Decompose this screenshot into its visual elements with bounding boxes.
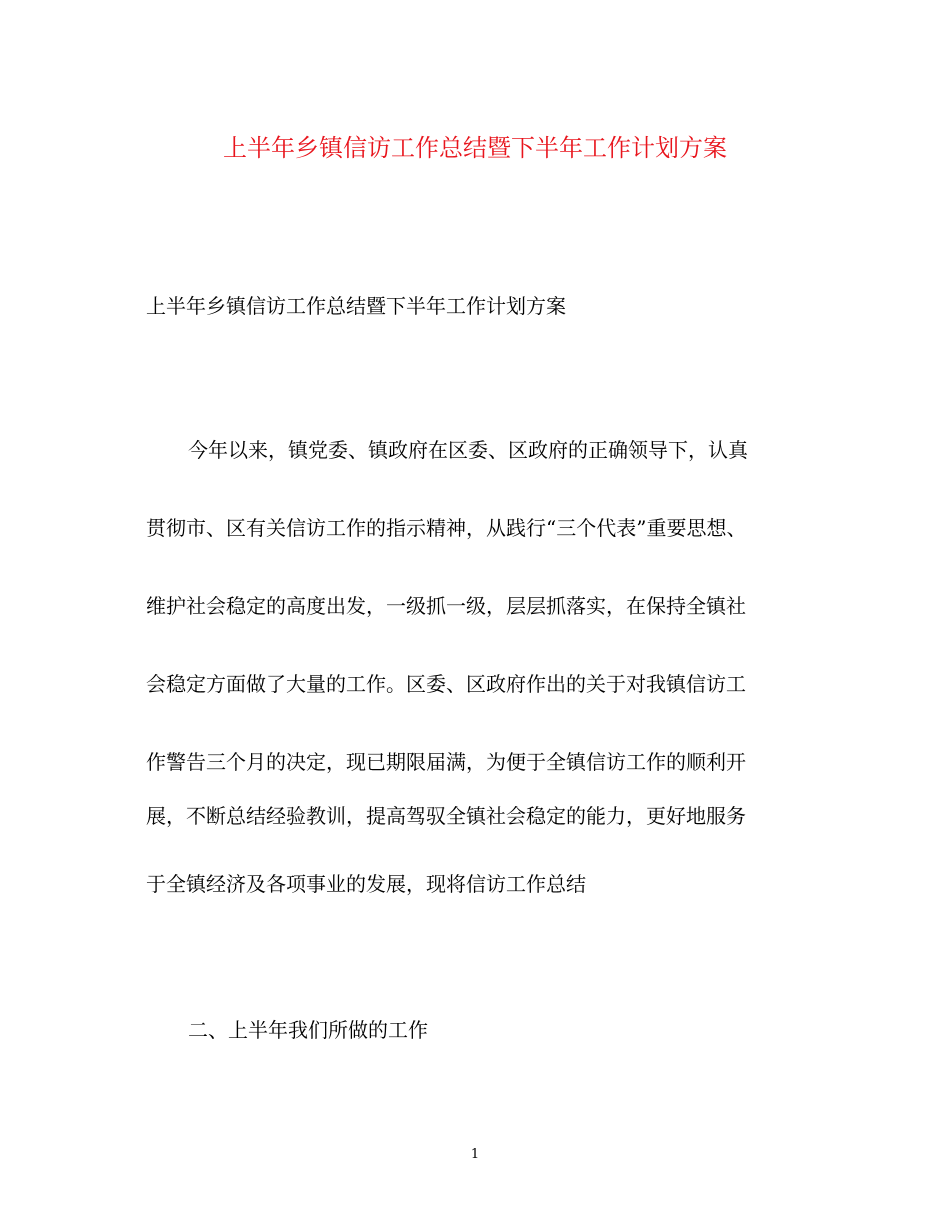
paragraph-line: 贯彻市、区有关信访工作的指示精神，从践行“三个代表”重要思想、 (146, 516, 747, 540)
paragraph-line: 展，不断总结经验教训，提高驾驭全镇社会稳定的能力，更好地服务 (146, 804, 746, 828)
paragraph-line: 维护社会稳定的高度出发，一级抓一级，层层抓落实，在保持全镇社 (146, 594, 746, 618)
paragraph-line: 作警告三个月的决定，现已期限届满，为便于全镇信访工作的顺利开 (146, 750, 746, 774)
section-heading: 二、上半年我们所做的工作 (188, 1018, 428, 1042)
page-number: 1 (470, 1147, 480, 1162)
document-title: 上半年乡镇信访工作总结暨下半年工作计划方案 (223, 134, 727, 162)
paragraph-line: 于全镇经济及各项事业的发展，现将信访工作总结 (146, 872, 586, 896)
document-subtitle: 上半年乡镇信访工作总结暨下半年工作计划方案 (146, 294, 566, 318)
paragraph-line: 会稳定方面做了大量的工作。区委、区政府作出的关于对我镇信访工 (146, 672, 746, 696)
paragraph-line: 今年以来，镇党委、镇政府在区委、区政府的正确领导下，认真 (188, 438, 748, 462)
